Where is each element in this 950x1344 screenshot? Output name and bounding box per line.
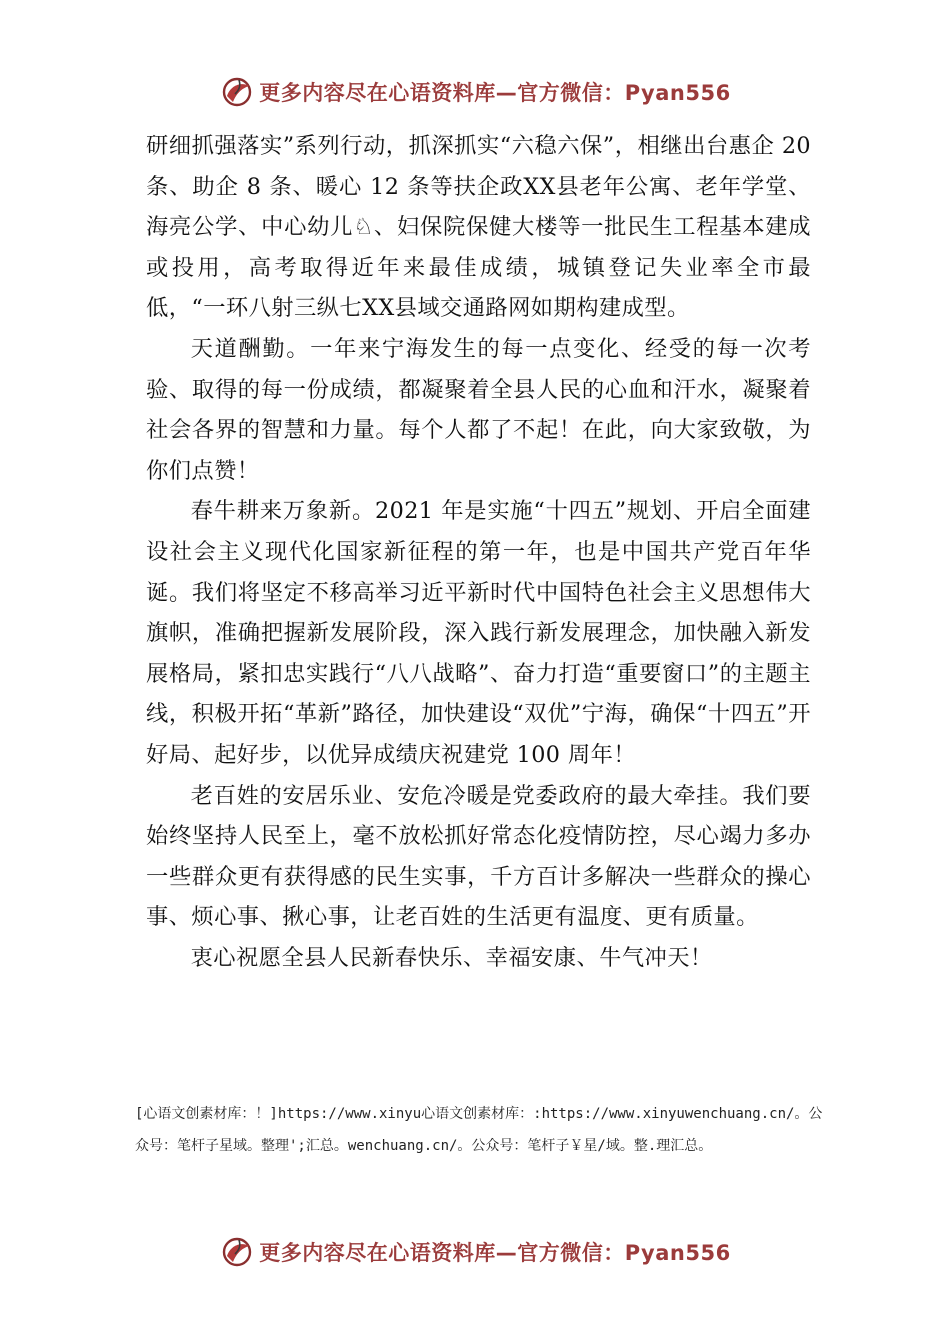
leaf-swirl-logo-icon	[219, 74, 255, 110]
paragraph-5: 衷心祝愿全县人民新春快乐、幸福安康、牛气冲天！	[190, 944, 713, 971]
source-note: [心语文创素材库：！]https://www.xinyu心语文创素材库：:https://www.xinyuwenchuang.cn/。公众号：笔杆子星域。整理';汇总。wenchuang.cn/。公众号：笔杆子￥星/域。整.理汇总。	[135, 1106, 823, 1154]
footer-banner	[0, 1232, 950, 1272]
paragraph-1: 研细抓强落实”系列行动，抓深抓实“六稳六保”，相继出台惠企 20 条、助企 8 条、暖心 12 条等扶企政XX县老年公寓、老年学堂、海亮公学、中心幼儿♘、妇保院保健大楼等一批民生工程基本建成或投用，高考取得近年来最佳成绩，城镇登记失业率全市最低，“一环八射三纵七XX县域交通路网如期构建成型。	[146, 133, 811, 322]
leaf-swirl-logo-icon	[219, 1234, 255, 1270]
header-banner-text: 更多内容尽在心语资料库—官方微信：Pyan556	[259, 81, 731, 105]
paragraph-4: 老百姓的安居乐业、安危冷暖是党委政府的最大牵挂。我们要始终坚持人民至上，毫不放松抓好常态化疫情防控，尽心竭力多办一些群众更有获得感的民生实事，千方百计多解决一些群众的操心事、烦心事、揪心事，让老百姓的生活更有温度、更有质量。	[146, 782, 811, 931]
paragraph-2: 天道酬勤。一年来宁海发生的每一点变化、经受的每一次考验、取得的每一份成绩，都凝聚着全县人民的心血和汗水，凝聚着社会各界的智慧和力量。每个人都了不起！在此，向大家致敬，为你们点赞！	[146, 335, 811, 484]
header-banner	[0, 72, 950, 112]
document-body	[146, 126, 811, 978]
paragraph-3: 春牛耕来万象新。2021 年是实施“十四五”规划、开启全面建设社会主义现代化国家新征程的第一年，也是中国共产党百年华诞。我们将坚定不移高举习近平新时代中国特色社会主义思想伟大旗帜，准确把握新发展阶段，深入践行新发展理念，加快融入新发展格局，紧扣忠实践行“八八战略”、奋力打造“重要窗口”的主题主线，积极开拓“革新”路径，加快建设“双优”宁海，确保“十四五”开好局、起好步，以优异成绩庆祝建党 100 周年！	[146, 498, 811, 768]
footer-banner-text: 更多内容尽在心语资料库—官方微信：Pyan556	[259, 1241, 731, 1265]
